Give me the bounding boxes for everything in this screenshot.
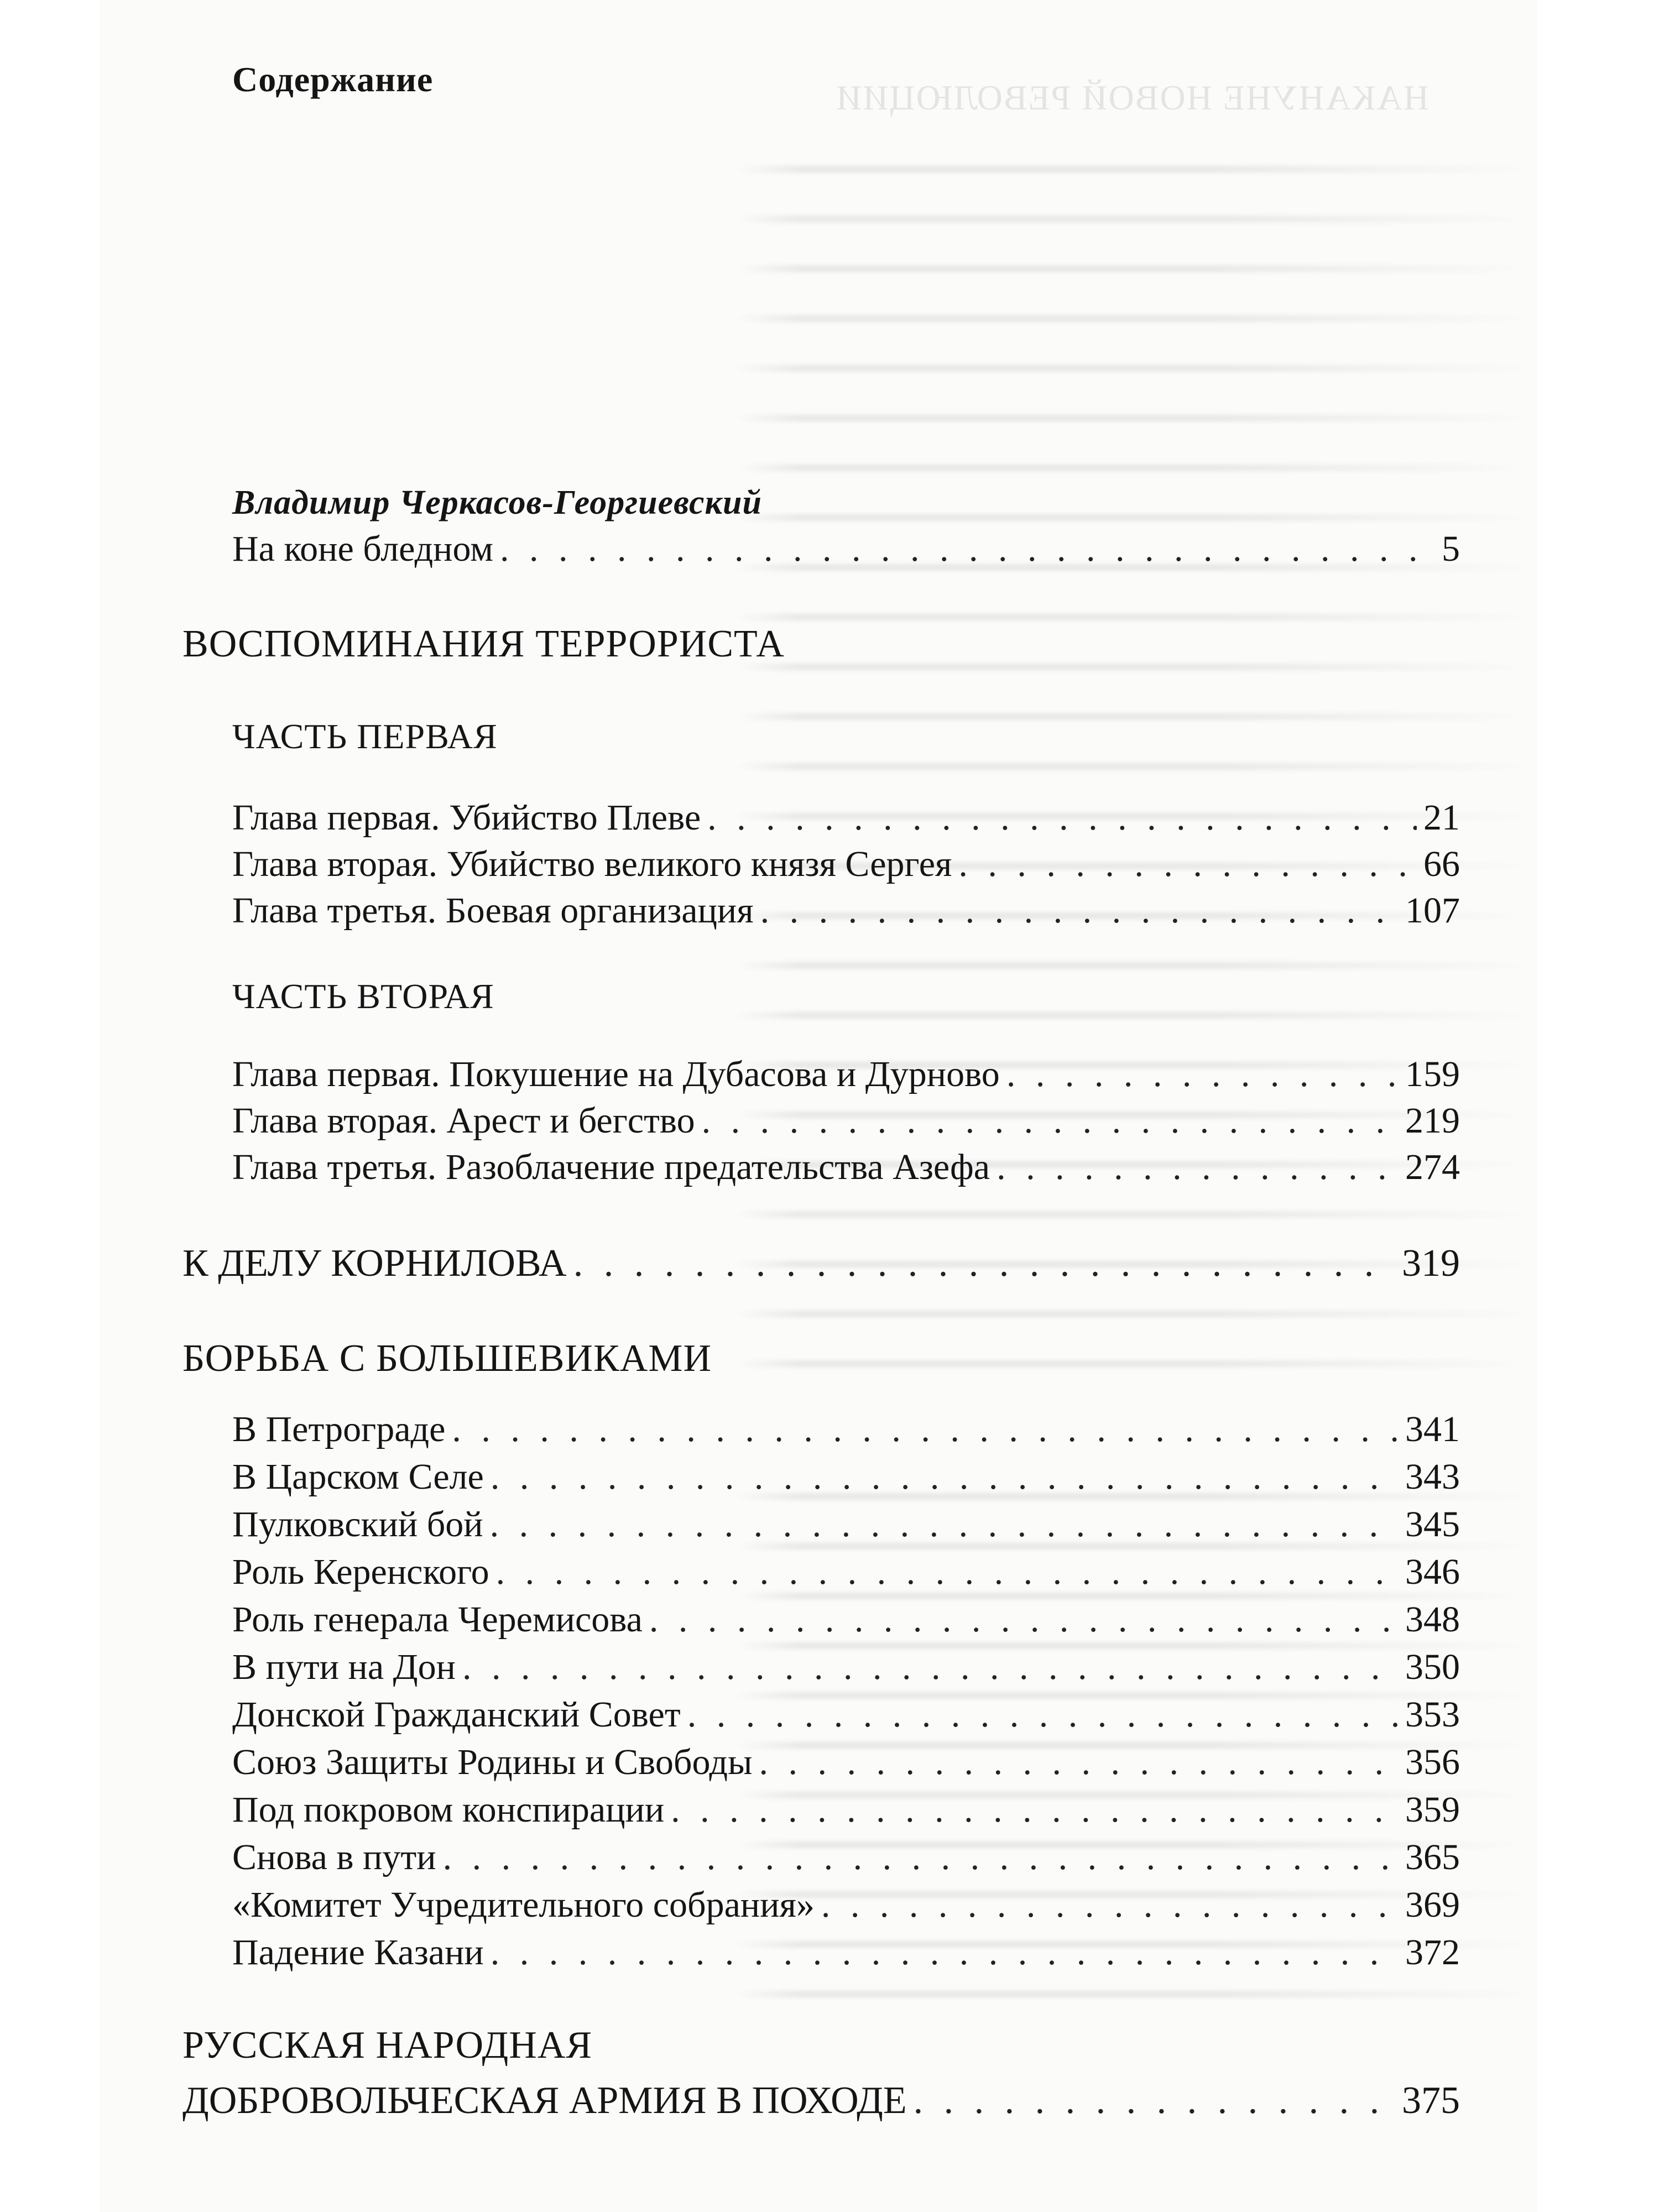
leader-dots: [443, 1839, 1399, 1876]
leader-dots: [462, 1649, 1399, 1686]
toc-entry[interactable]: [232, 1601, 1460, 1638]
toc-entry-title: Глава третья. Боевая организация: [232, 890, 754, 931]
leader-dots: [490, 1506, 1399, 1543]
leader-dots: [760, 893, 1399, 929]
toc-entry-title: В пути на Дон: [232, 1647, 456, 1687]
leader-dots: [452, 1411, 1399, 1448]
toc-entry[interactable]: [232, 1744, 1460, 1781]
leader-dots: [671, 1792, 1399, 1828]
toc-entry-title: К ДЕЛУ КОРНИЛОВА: [182, 1242, 567, 1285]
toc-entry-title: Глава вторая. Арест и бегство: [232, 1100, 695, 1141]
toc-entry-page: 348: [1405, 1599, 1460, 1640]
toc-entry-page: 345: [1405, 1504, 1460, 1545]
toc-entry-page: 341: [1405, 1409, 1460, 1449]
toc-entry[interactable]: [232, 1056, 1460, 1093]
toc-entry-page: 346: [1405, 1552, 1460, 1592]
toc-entry[interactable]: [232, 846, 1460, 883]
toc-entry-page: 350: [1405, 1647, 1460, 1687]
toc-entry-page: 107: [1405, 890, 1460, 931]
toc-entry-page: 219: [1405, 1100, 1460, 1141]
leader-dots: [491, 1934, 1399, 1971]
toc-entry-army[interactable]: [182, 2081, 1460, 2120]
leader-dots: [759, 1744, 1399, 1781]
toc-entry-kornilov[interactable]: [182, 1244, 1460, 1283]
part-heading-2: ЧАСТЬ ВТОРАЯ: [232, 977, 494, 1016]
toc-entry-page: 343: [1405, 1457, 1460, 1497]
toc-entry-page: 375: [1402, 2079, 1460, 2122]
toc-entry-page: 274: [1405, 1147, 1460, 1187]
toc-entry-title: В Петрограде: [232, 1409, 446, 1449]
author-name: Владимир Черкасов-Георгиевский: [232, 484, 762, 521]
leader-dots: [914, 2081, 1395, 2120]
leader-dots: [1006, 1056, 1399, 1093]
toc-entry[interactable]: [232, 1792, 1460, 1828]
toc-entry-title: Союз Защиты Родины и Свободы: [232, 1742, 753, 1782]
section-heading-memoirs: ВОСПОМИНАНИЯ ТЕРРОРИСТА: [182, 623, 785, 665]
section-heading-struggle: БОРЬБА С БОЛЬШЕВИКАМИ: [182, 1337, 712, 1380]
toc-entry-title: Падение Казани: [232, 1932, 484, 1973]
toc-entry-title: Глава вторая. Убийство великого князя Сергея: [232, 844, 952, 884]
toc-entry-page: 359: [1405, 1790, 1460, 1830]
toc-entry-title: Глава первая. Убийство Плеве: [232, 797, 701, 838]
toc-entry-title: Под покровом конспирации: [232, 1790, 665, 1830]
part-heading-1: ЧАСТЬ ПЕРВАЯ: [232, 717, 498, 756]
leader-dots: [687, 1697, 1399, 1733]
toc-entry-page: 365: [1405, 1837, 1460, 1877]
toc-entry[interactable]: [232, 1649, 1460, 1686]
contents-title: Содержание: [232, 60, 434, 99]
toc-entry[interactable]: [232, 890, 1460, 931]
toc-entry[interactable]: [232, 1459, 1460, 1495]
toc-entry-title: Роль Керенского: [232, 1552, 489, 1592]
toc-entry-page: 372: [1405, 1932, 1460, 1973]
toc-entry[interactable]: [232, 1411, 1460, 1448]
toc-entry-title: На коне бледном: [232, 529, 493, 569]
leader-dots: [496, 1554, 1399, 1590]
toc-entry[interactable]: [232, 1887, 1460, 1923]
toc-entry-page: 353: [1405, 1694, 1460, 1735]
leader-dots: [707, 800, 1417, 836]
toc-entry-page: 21: [1423, 797, 1460, 838]
toc-entry-title: Роль генерала Черемисова: [232, 1599, 643, 1640]
toc-entry-title: ДОБРОВОЛЬЧЕСКАЯ АРМИЯ В ПОХОДЕ: [182, 2079, 907, 2122]
toc-entry-page: 66: [1423, 844, 1460, 884]
toc-entry-page: 159: [1405, 1054, 1460, 1094]
leader-dots: [573, 1244, 1395, 1283]
toc-entry-page: 356: [1405, 1742, 1460, 1782]
toc-entry-title: Снова в пути: [232, 1837, 436, 1877]
toc-entry-title: «Комитет Учредительного собрания»: [232, 1885, 815, 1925]
mirrored-heading-ghost: НАКАНУНЕ НОВОЙ РЕВОЛЮЦИИ: [835, 78, 1429, 117]
leader-dots: [500, 531, 1435, 567]
toc-page: [100, 0, 1537, 2212]
toc-entry[interactable]: [232, 1839, 1460, 1876]
toc-entry-title: Глава третья. Разоблачение предательства Азефа: [232, 1147, 990, 1187]
toc-entry[interactable]: [232, 1934, 1460, 1971]
toc-entry[interactable]: [232, 797, 1460, 838]
section-heading-army-line1: РУССКАЯ НАРОДНАЯ: [182, 2024, 593, 2067]
toc-entry[interactable]: [232, 1554, 1460, 1590]
toc-entry-title: В Царском Селе: [232, 1457, 484, 1497]
leader-dots: [649, 1601, 1399, 1638]
toc-entry-title: Пулковский бой: [232, 1504, 483, 1545]
toc-entry[interactable]: [232, 1694, 1460, 1735]
leader-dots: [491, 1459, 1399, 1495]
toc-entry-page: 5: [1442, 529, 1460, 569]
toc-entry[interactable]: [232, 1506, 1460, 1543]
toc-entry[interactable]: [232, 1149, 1460, 1186]
toc-entry-title: Донской Гражданский Совет: [232, 1694, 681, 1735]
leader-dots: [821, 1887, 1399, 1923]
leader-dots: [958, 846, 1417, 883]
leader-dots: [997, 1149, 1399, 1186]
toc-entry-intro[interactable]: [232, 531, 1460, 567]
toc-entry-page: 319: [1402, 1242, 1460, 1285]
toc-entry-title: Глава первая. Покушение на Дубасова и Дурново: [232, 1054, 1000, 1094]
toc-entry[interactable]: [232, 1100, 1460, 1141]
leader-dots: [702, 1103, 1399, 1139]
toc-entry-page: 369: [1405, 1885, 1460, 1925]
